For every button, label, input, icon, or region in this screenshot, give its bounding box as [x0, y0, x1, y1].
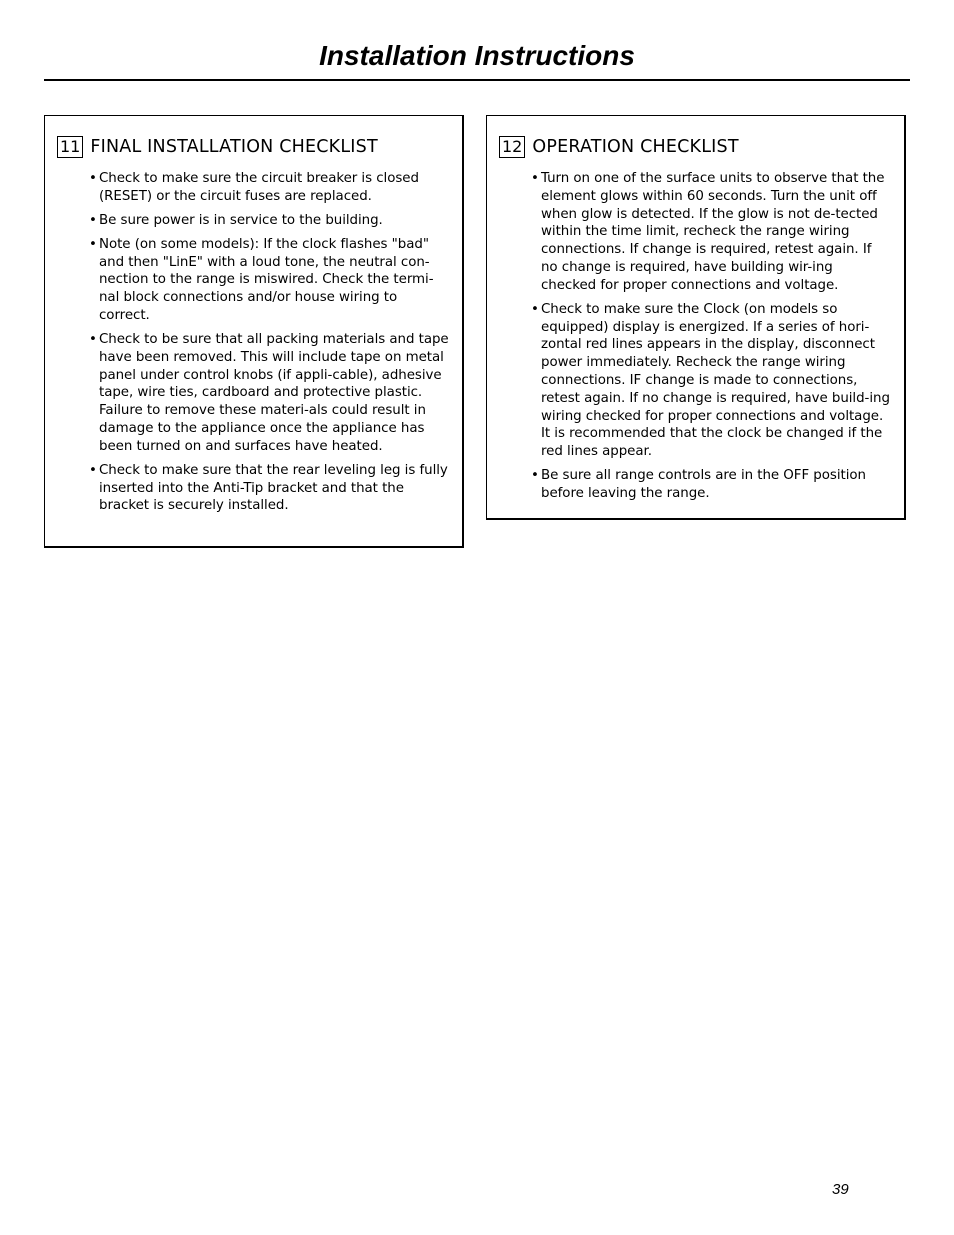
section-header	[499, 135, 739, 159]
title-rule	[44, 79, 910, 81]
page-title: Installation Instructions	[319, 40, 635, 71]
bullet-icon: •	[531, 301, 539, 317]
section-header	[57, 135, 378, 159]
list-item-text: Be sure all range controls are in the OFF position before leaving the range.	[541, 468, 866, 501]
checklist	[531, 170, 892, 509]
list-item-text: Note (on some models): If the clock flashes "bad" and then "LinE" with a loud tone, the neutral con-nection to the range is miswired. Check the termi-nal block connections and/or house wiring to correct.	[99, 236, 434, 323]
list-item-text: Check to make sure the Clock (on models so equipped) display is energized. If a series of hori-zontal red lines appears in the display, disconnect power immediately. Recheck the range wiring connections. IF change is made to connections, retest again. If no change is required, have build-ing wiring checked for proper connections and voltage. It is recommended that the clock be changed if the red lines appear.	[541, 301, 890, 460]
section-number: 12	[499, 136, 525, 158]
bullet-icon: •	[89, 171, 97, 186]
list-item	[89, 331, 450, 456]
list-item	[531, 170, 892, 295]
section-title: FINAL INSTALLATION CHECKLIST	[90, 137, 378, 157]
bullet-icon: •	[531, 468, 539, 484]
bullet-icon: •	[89, 331, 97, 347]
bullet-icon: •	[89, 462, 97, 478]
checklist	[89, 170, 450, 521]
bullet-icon: •	[89, 236, 97, 252]
list-item-text: Check to make sure that the rear leveling leg is fully inserted into the Anti-Tip bracket and that the bracket is securely installed.	[99, 462, 448, 514]
section-number: 11	[57, 136, 83, 158]
operation-checklist-box	[486, 115, 906, 520]
list-item-text: Be sure power is in service to the building.	[99, 212, 383, 228]
section-title: OPERATION CHECKLIST	[532, 137, 739, 157]
list-item	[89, 170, 450, 206]
bullet-icon: •	[531, 171, 539, 186]
list-item	[531, 301, 892, 461]
list-item	[531, 467, 892, 503]
list-item-text: Turn on one of the surface units to observe that the element glows within 60 seconds. Turn the unit off when glow is detected. If the glow is not de-tected within the time limit, recheck the range wiring connections. If change is required, retest again. If no change is required, have building wir-ing checked for proper connections and voltage.	[541, 171, 885, 293]
final-installation-checklist-box	[44, 115, 464, 548]
list-item	[89, 212, 450, 230]
list-item	[89, 236, 450, 325]
list-item	[89, 462, 450, 515]
bullet-icon: •	[89, 212, 97, 228]
list-item-text: Check to be sure that all packing materials and tape have been removed. This will include tape on metal panel under control knobs (if appli-cable), adhesive tape, wire ties, cardboard and protective plastic. Failure to remove these materi-als could result in damage to the appliance once the appliance has been turned on and surfaces have heated.	[99, 331, 449, 454]
page-number: 39	[832, 1181, 849, 1198]
list-item-text: Check to make sure the circuit breaker is closed (RESET) or the circuit fuses are replaced.	[99, 171, 419, 204]
